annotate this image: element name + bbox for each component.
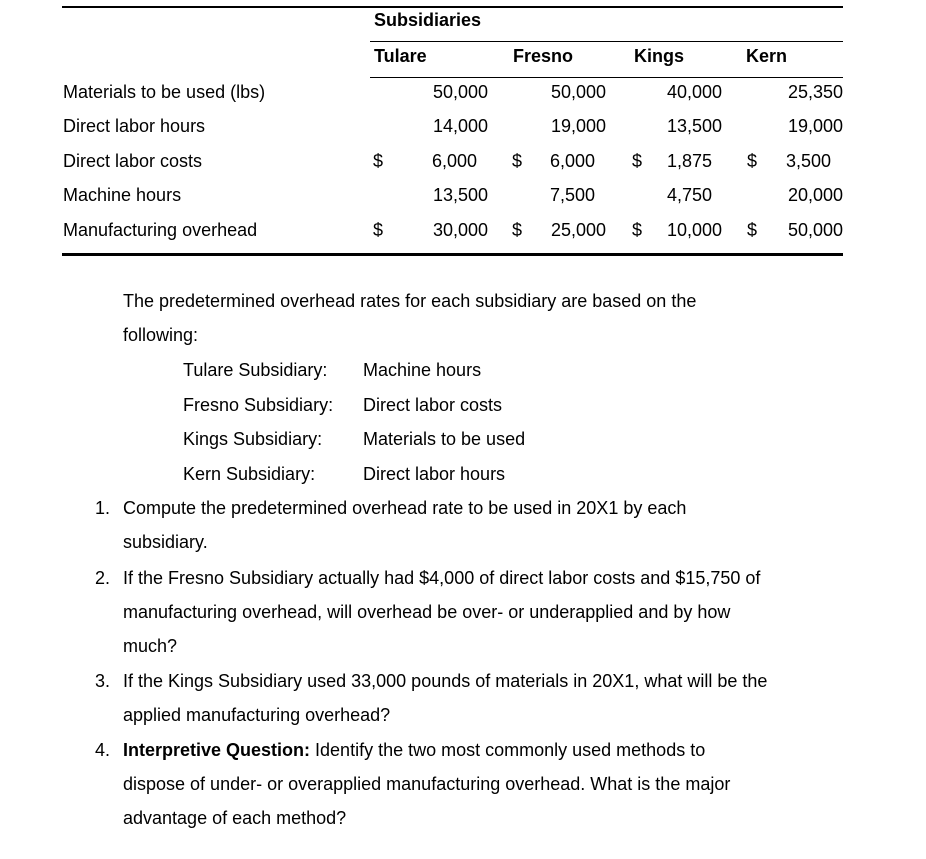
question-number: 3.: [95, 671, 111, 691]
table-cell: 19,000: [787, 116, 843, 136]
table-cell: 25,000: [550, 220, 606, 240]
column-header-fresno: Fresno: [513, 46, 574, 66]
row-label-direct-labor-costs: Direct labor costs: [63, 151, 203, 171]
currency-sign: $: [747, 151, 758, 171]
question-1-line-1: Compute the predetermined overhead rate to be used in 20X1 by each: [123, 498, 687, 518]
question-number: 1.: [95, 498, 111, 518]
question-3-line-2: applied manufacturing overhead?: [123, 705, 391, 725]
table-cell: 50,000: [550, 82, 606, 102]
table-cell: 3,500: [785, 151, 831, 171]
basis-value: Direct labor costs: [363, 395, 503, 415]
question-2-line-2: manufacturing overhead, will overhead be over- or underapplied and by how: [123, 602, 731, 622]
question-3-line-1: If the Kings Subsidiary used 33,000 pounds of materials in 20X1, what will be the: [123, 671, 768, 691]
table-cell: 13,500: [666, 116, 722, 136]
table-cell: 30,000: [432, 220, 488, 240]
currency-sign: $: [632, 151, 643, 171]
column-header-kern: Kern: [746, 46, 788, 66]
table-cell: 13,500: [432, 185, 488, 205]
table-cell: 1,875: [666, 151, 712, 171]
currency-sign: $: [373, 220, 384, 240]
group-header-rule: [370, 41, 843, 42]
currency-sign: $: [632, 220, 643, 240]
question-1-line-2: subsidiary.: [123, 532, 208, 552]
question-number: 4.: [95, 740, 111, 760]
table-cell: 50,000: [432, 82, 488, 102]
table-cell: 6,000: [549, 151, 595, 171]
row-label-materials: Materials to be used (lbs): [63, 82, 266, 102]
row-label-manufacturing-overhead: Manufacturing overhead: [63, 220, 258, 240]
table-cell: 7,500: [549, 185, 595, 205]
row-label-direct-labor-hours: Direct labor hours: [63, 116, 206, 136]
basis-subsidiary-name: Fresno Subsidiary:: [183, 395, 334, 415]
basis-value: Materials to be used: [363, 429, 526, 449]
table-bottom-rule: [62, 253, 843, 256]
intro-line-2: following:: [123, 325, 199, 345]
table-cell: 19,000: [550, 116, 606, 136]
column-header-kings: Kings: [634, 46, 685, 66]
question-2-line-1: If the Fresno Subsidiary actually had $4,000 of direct labor costs and $15,750 of: [123, 568, 761, 588]
group-header: Subsidiaries: [374, 10, 482, 30]
question-number: 2.: [95, 568, 111, 588]
column-header-rule: [370, 77, 843, 78]
currency-sign: $: [512, 151, 523, 171]
basis-subsidiary-name: Kern Subsidiary:: [183, 464, 316, 484]
currency-sign: $: [373, 151, 384, 171]
table-cell: 20,000: [787, 185, 843, 205]
table-cell: 4,750: [666, 185, 712, 205]
question-2-line-3: much?: [123, 636, 178, 656]
intro-line-1: The predetermined overhead rates for each subsidiary are based on the: [123, 291, 697, 311]
interpretive-question-label: Interpretive Question:: [123, 740, 311, 760]
table-cell: 10,000: [666, 220, 722, 240]
question-4-line-3: advantage of each method?: [123, 808, 347, 828]
table-cell: 50,000: [787, 220, 843, 240]
row-label-machine-hours: Machine hours: [63, 185, 182, 205]
question-4-line-1: [123, 733, 705, 767]
table-top-rule: [62, 6, 843, 8]
table-cell: 25,350: [787, 82, 843, 102]
question-4-text: Identify the two most commonly used methods to: [310, 740, 706, 760]
table-cell: 14,000: [432, 116, 488, 136]
currency-sign: $: [747, 220, 758, 240]
basis-value: Machine hours: [363, 360, 482, 380]
question-4-line-2: dispose of under- or overapplied manufacturing overhead. What is the major: [123, 774, 731, 794]
table-cell: 40,000: [666, 82, 722, 102]
basis-value: Direct labor hours: [363, 464, 506, 484]
basis-subsidiary-name: Kings Subsidiary:: [183, 429, 323, 449]
basis-subsidiary-name: Tulare Subsidiary:: [183, 360, 328, 380]
currency-sign: $: [512, 220, 523, 240]
table-cell: 6,000: [431, 151, 477, 171]
column-header-tulare: Tulare: [374, 46, 427, 66]
